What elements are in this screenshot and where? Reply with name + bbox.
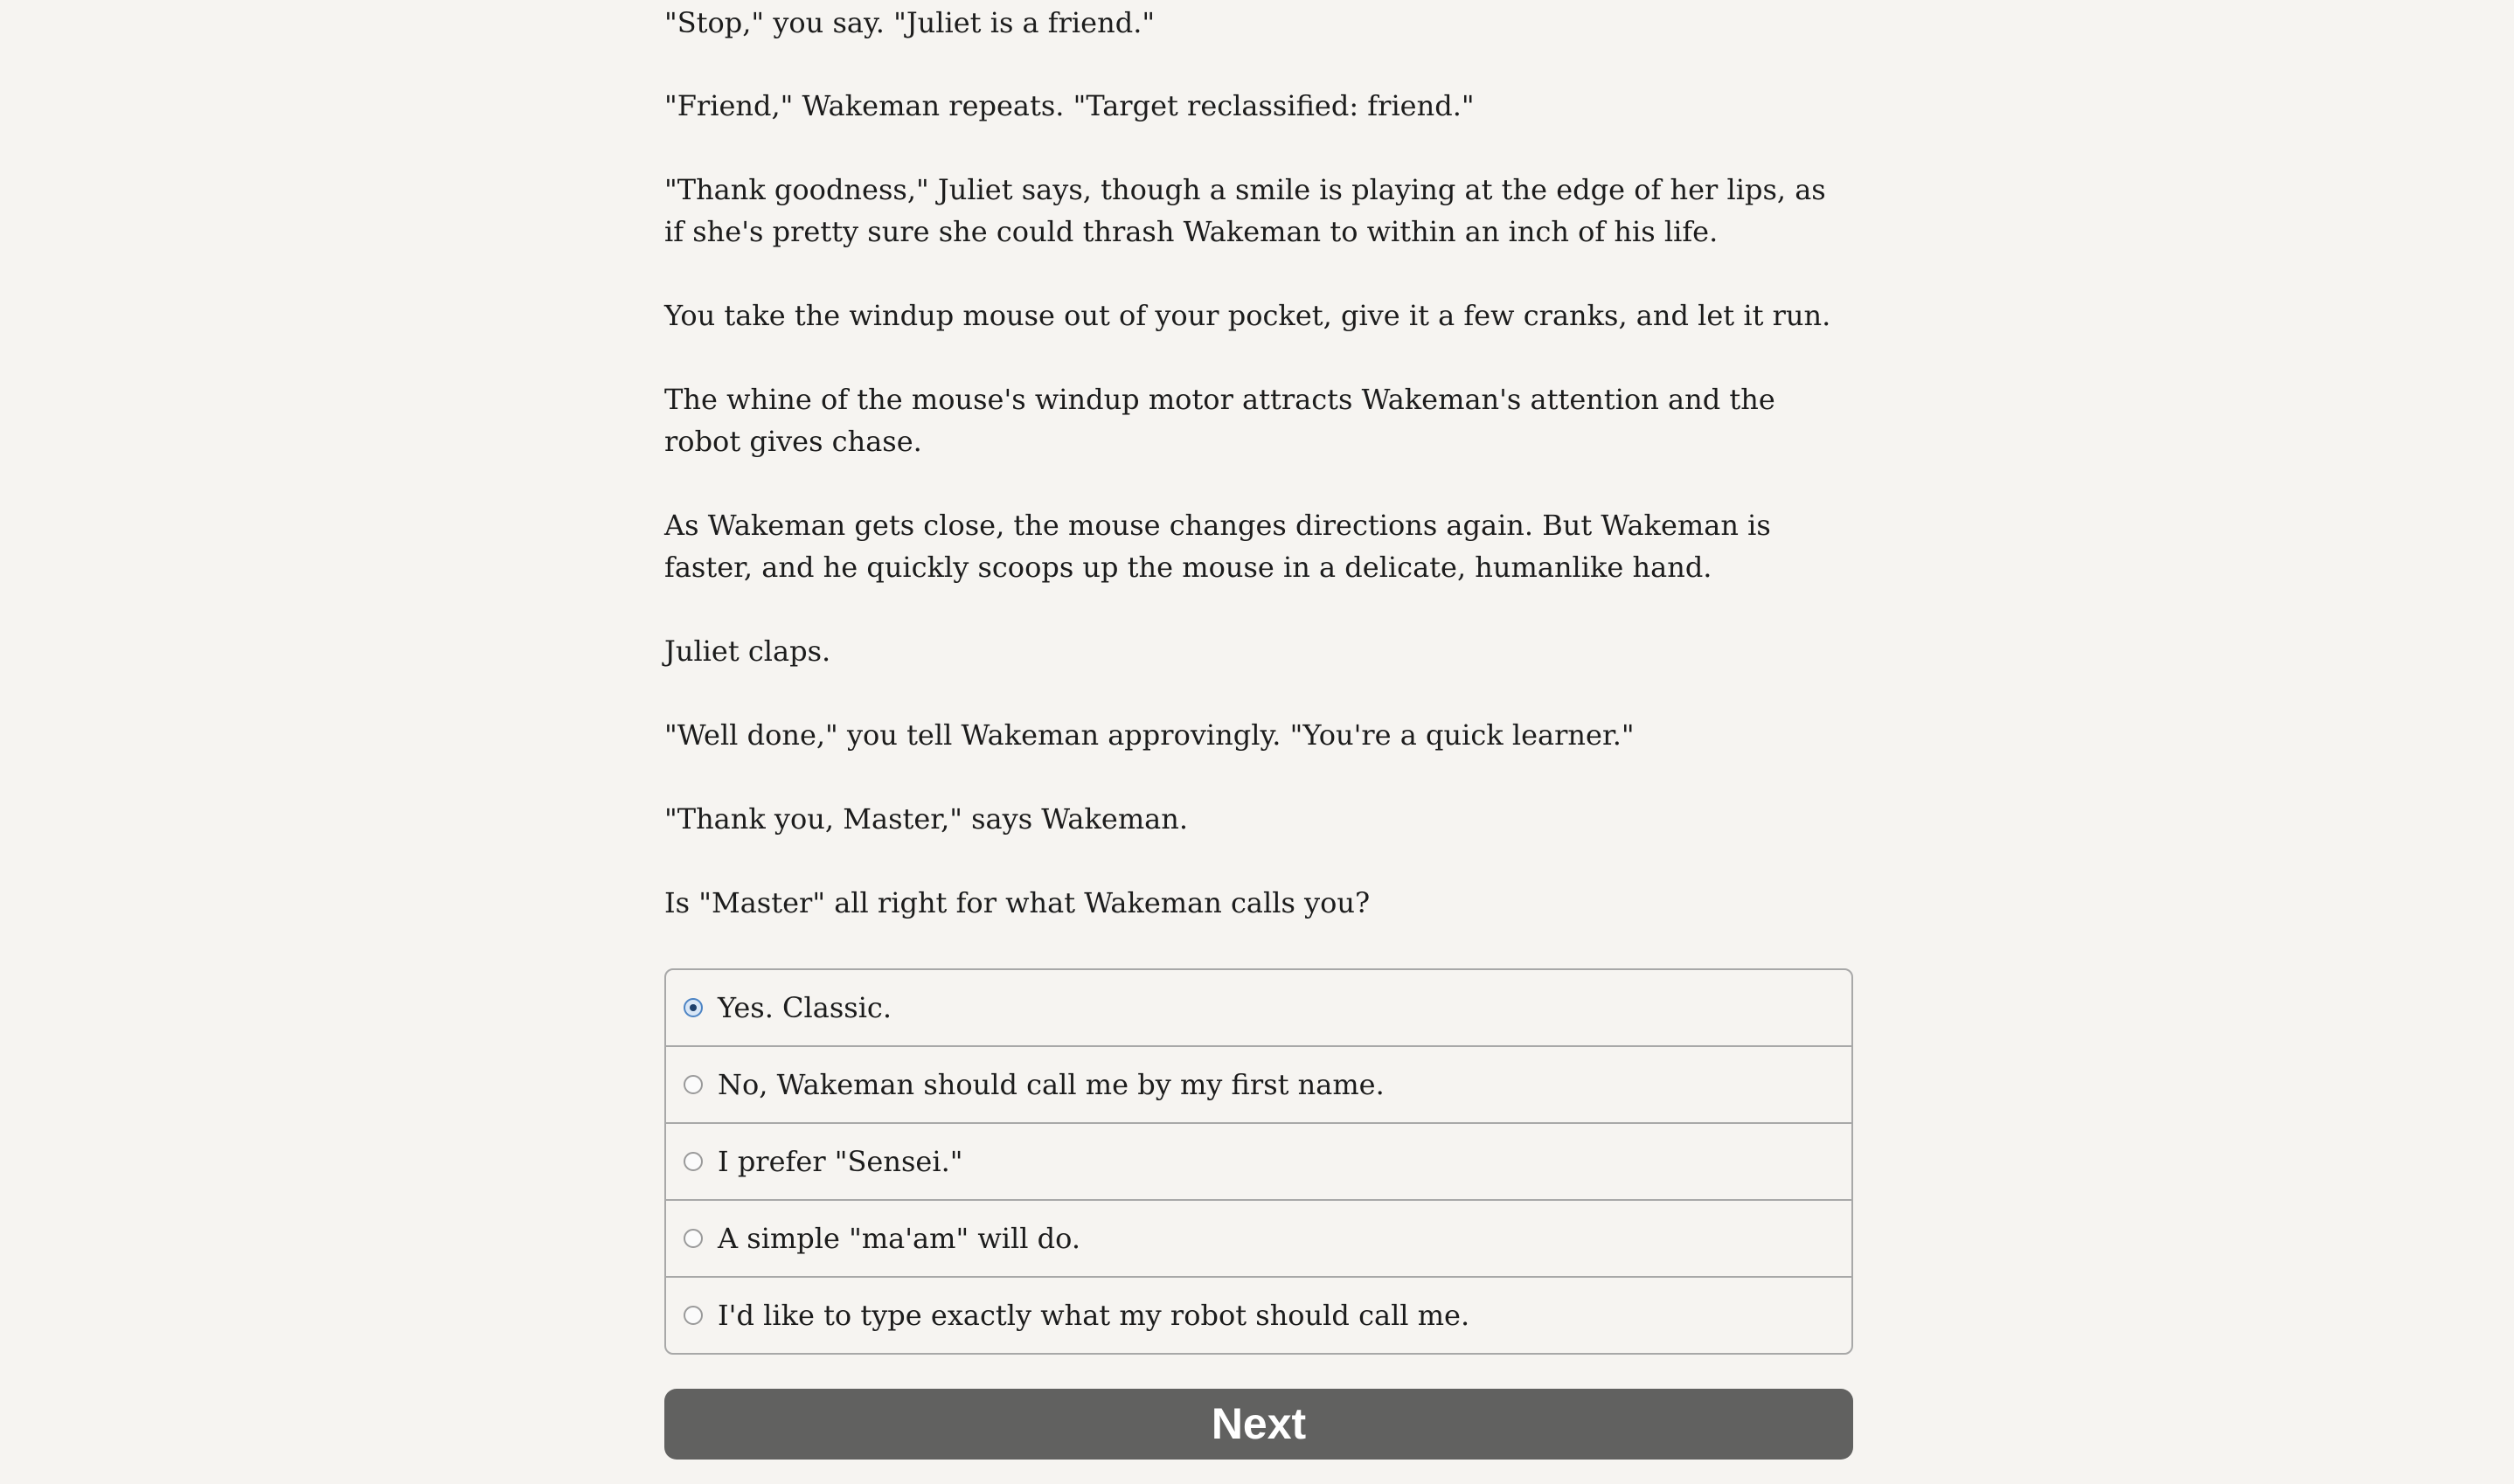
choice-prompt: Is "Master" all right for what Wakeman calls you? [664, 886, 1371, 919]
choice-option-first-name[interactable] [666, 1045, 1851, 1122]
story-paragraph: "Stop," you say. "Juliet is a friend." [664, 6, 1156, 39]
choice-option-yes-classic[interactable] [666, 970, 1851, 1045]
story-paragraph: "Thank goodness," Juliet says, though a smile is playing at the edge of her lips, as if she's pretty sure she could thrash Wakeman to within an inch of his life. [664, 173, 1826, 248]
story-paragraph: "Well done," you tell Wakeman approvingly. "You're a quick learner." [664, 718, 1635, 752]
radio-button[interactable] [684, 1075, 703, 1094]
choice-list [664, 968, 1853, 1355]
story-paragraph: The whine of the mouse's windup motor attracts Wakeman's attention and the robot gives chase. [664, 383, 1775, 458]
story-paragraph: "Thank you, Master," says Wakeman. [664, 802, 1189, 836]
story-paragraph: You take the windup mouse out of your pocket, give it a few cranks, and let it run. [664, 299, 1831, 332]
choice-option-maam[interactable] [666, 1199, 1851, 1276]
radio-button-selected[interactable] [684, 998, 703, 1017]
next-button[interactable]: Next [664, 1389, 1853, 1460]
radio-button[interactable] [684, 1229, 703, 1248]
choice-label: I prefer "Sensei." [718, 1145, 963, 1178]
radio-dot-icon [690, 1004, 697, 1011]
radio-button[interactable] [684, 1306, 703, 1325]
choice-option-type-custom[interactable] [666, 1276, 1851, 1353]
story-paragraph: Juliet claps. [664, 635, 831, 668]
choice-label: A simple "ma'am" will do. [718, 1222, 1080, 1255]
choice-option-sensei[interactable] [666, 1122, 1851, 1199]
choice-label: I'd like to type exactly what my robot should call me. [718, 1299, 1470, 1332]
radio-button[interactable] [684, 1152, 703, 1171]
choice-label: No, Wakeman should call me by my first name. [718, 1068, 1385, 1101]
story-paragraph: As Wakeman gets close, the mouse changes directions again. But Wakeman is faster, and he quickly scoops up the mouse in a delicate, humanlike hand. [664, 509, 1771, 584]
choice-label: Yes. Classic. [718, 991, 892, 1024]
story-paragraph: "Friend," Wakeman repeats. "Target reclassified: friend." [664, 89, 1475, 122]
